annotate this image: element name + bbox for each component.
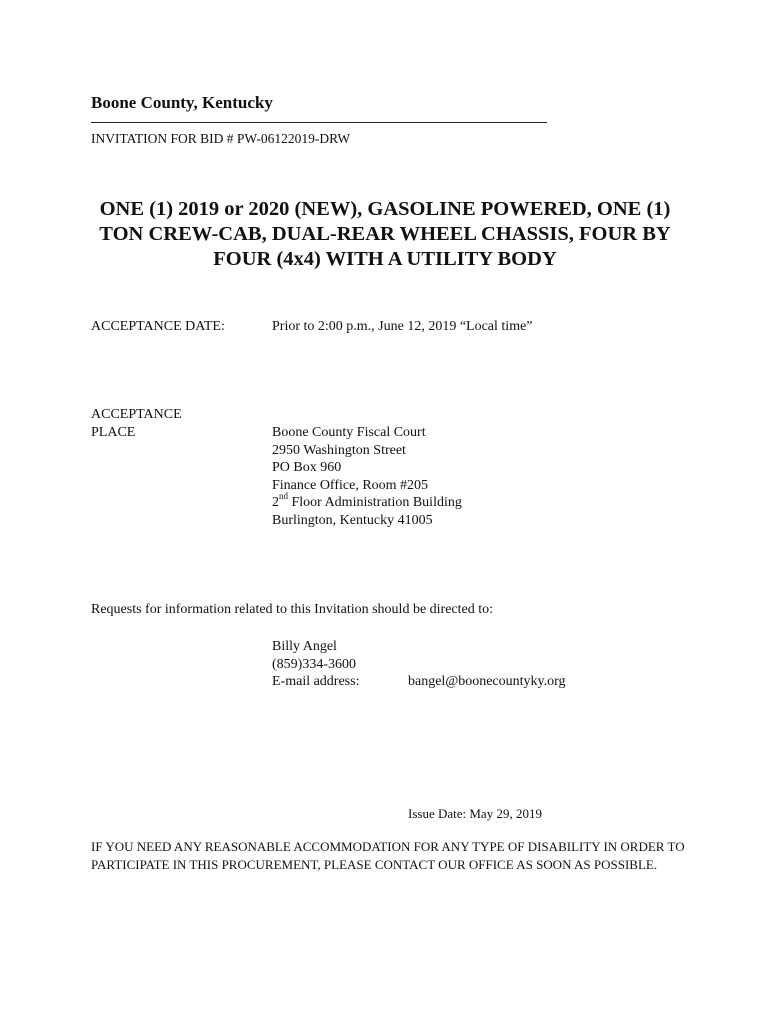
address-line: PO Box 960 bbox=[272, 460, 342, 475]
floor-rest: Floor Administration Building bbox=[288, 495, 462, 510]
address-line: 2950 Washington Street bbox=[272, 442, 406, 458]
ada-notice: IF YOU NEED ANY REASONABLE ACCOMMODATION FOR ANY TYPE OF DISABILITY IN ORDER TO PARTICIPATE IN THIS PROCUREMENT, PLEASE CONTACT OUR OFFICE AS SOON AS POSSIBLE. bbox=[91, 839, 685, 872]
issue-date: Issue Date: May 29, 2019 bbox=[408, 806, 542, 821]
address-line: Boone County Fiscal Court bbox=[272, 425, 426, 440]
acceptance-place-address bbox=[272, 424, 462, 529]
contact-email[interactable]: bangel@boonecountyky.org bbox=[408, 674, 566, 689]
address-line: Finance Office, Room #205 bbox=[272, 477, 429, 493]
requests-text: Requests for information related to this Invitation should be directed to: bbox=[91, 602, 494, 617]
acceptance-date-label: ACCEPTANCE DATE: bbox=[91, 319, 225, 334]
address-floor-line bbox=[272, 491, 462, 512]
document-title bbox=[60, 197, 710, 272]
contact-name: Billy Angel bbox=[272, 639, 337, 654]
title-line-2: TON CREW-CAB, DUAL-REAR WHEEL CHASSIS, FOUR BY bbox=[99, 223, 671, 245]
address-city-line: Burlington, Kentucky 41005 bbox=[272, 512, 433, 528]
invitation-number: INVITATION FOR BID # PW-06122019-DRW bbox=[91, 131, 351, 146]
acceptance-place-label bbox=[91, 406, 182, 441]
acceptance-place-label-line-2: PLACE bbox=[91, 424, 136, 440]
header-divider bbox=[91, 122, 547, 123]
contact-phone: (859)334-3600 bbox=[272, 656, 356, 672]
acceptance-place-label-line-1: ACCEPTANCE bbox=[91, 407, 182, 422]
floor-number: 2 bbox=[272, 495, 279, 510]
title-line-1: ONE (1) 2019 or 2020 (NEW), GASOLINE POWERED, ONE (1) bbox=[99, 198, 671, 220]
title-line-3: FOUR (4x4) WITH A UTILITY BODY bbox=[213, 248, 557, 270]
floor-suffix: nd bbox=[279, 491, 288, 502]
contact-block bbox=[272, 638, 359, 691]
email-label: E-mail address: bbox=[272, 674, 360, 689]
county-heading: Boone County, Kentucky bbox=[91, 93, 273, 112]
acceptance-date-value: Prior to 2:00 p.m., June 12, 2019 “Local time” bbox=[272, 319, 533, 334]
